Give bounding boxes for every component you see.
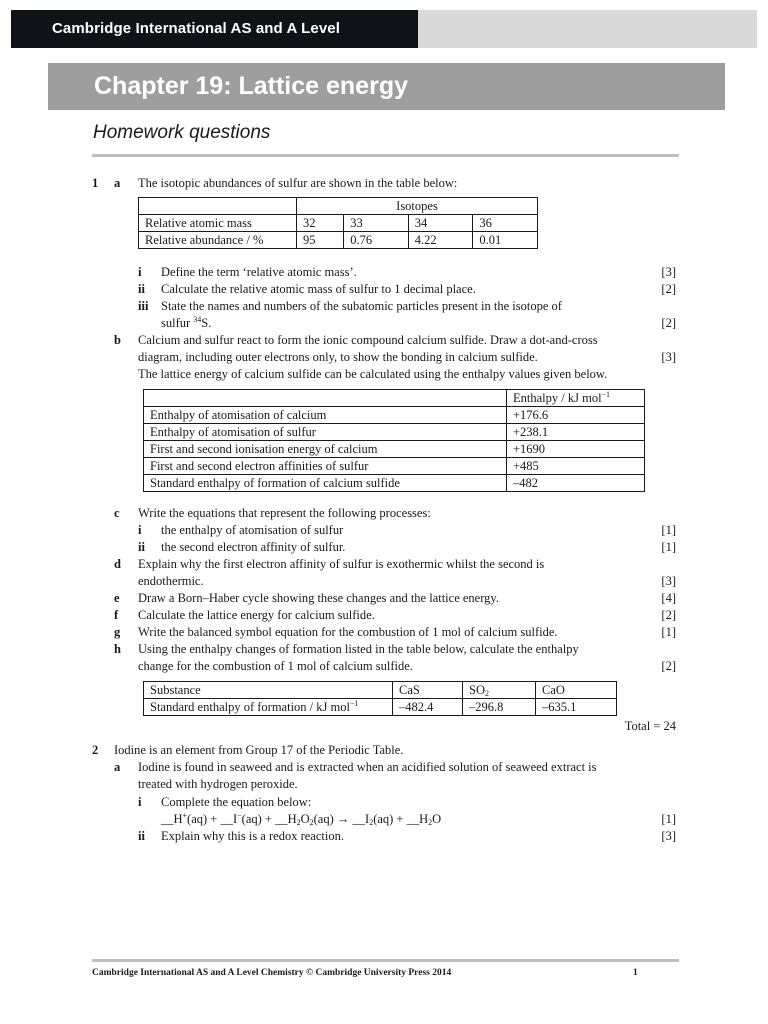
- chapter-title: Chapter 19: Lattice energy: [48, 63, 725, 110]
- q1g-text: Write the balanced symbol equation for the combustion of 1 mol of calcium sulfide.: [138, 625, 558, 639]
- table-cell: 95: [297, 232, 344, 249]
- table-cell: 34: [408, 215, 473, 232]
- q1c-ii-text: the second electron affinity of sulfur.: [161, 540, 346, 554]
- text-fragment: sulfur: [161, 316, 194, 330]
- q1h-text-cont: change for the combustion of 1 mol of calcium sulfide.: [138, 659, 413, 673]
- superscript: 34: [193, 315, 202, 324]
- table-cell: Enthalpy of atomisation of sulfur: [144, 424, 507, 441]
- q1a-text: The isotopic abundances of sulfur are shown in the table below:: [138, 176, 458, 190]
- marks: [3]: [661, 574, 676, 588]
- table-cell: Relative abundance / %: [139, 232, 297, 249]
- superscript: −1: [601, 390, 611, 399]
- table-row: [144, 407, 645, 424]
- table-row: [139, 232, 538, 249]
- q1d-text-cont: endothermic.: [138, 574, 204, 588]
- part-letter-1a: a: [114, 176, 121, 190]
- table-cell: –296.8: [463, 699, 536, 716]
- q1a-i-text: Define the term ‘relative atomic mass’.: [161, 265, 357, 279]
- marks: [1]: [661, 523, 676, 537]
- table-header-cell: [507, 390, 645, 407]
- marks: [2]: [661, 608, 676, 622]
- table-cell: +485: [507, 458, 645, 475]
- table-cell: First and second electron affinities of sulfur: [144, 458, 507, 475]
- table-cell: [144, 390, 507, 407]
- q2a-i-text: Complete the equation below:: [161, 795, 312, 809]
- footer-copyright: Cambridge International AS and A Level Chemistry © Cambridge University Press 2014: [92, 968, 452, 978]
- formation-enthalpy-table: [143, 681, 617, 716]
- subpart-label: iii: [138, 299, 149, 313]
- page-number: 1: [633, 968, 638, 978]
- q1e-text: Draw a Born–Haber cycle showing these changes and the lattice energy.: [138, 591, 499, 605]
- q1b-text-cont: diagram, including outer electrons only, to show the bonding in calcium sulfide.: [138, 350, 538, 364]
- table-cell: [139, 198, 297, 215]
- text-fragment: Enthalpy / kJ mol: [513, 391, 602, 405]
- text-fragment: Standard enthalpy of formation / kJ mol: [150, 700, 350, 714]
- q2a-ii-text: Explain why this is a redox reaction.: [161, 829, 344, 843]
- table-row: [144, 475, 645, 492]
- table-cell: 0.76: [344, 232, 409, 249]
- table-cell: –635.1: [536, 699, 617, 716]
- text-fragment: __H: [161, 812, 183, 826]
- isotope-table: [138, 197, 538, 249]
- table-row: [144, 682, 617, 699]
- table-cell: Relative atomic mass: [139, 215, 297, 232]
- table-cell: 4.22: [408, 232, 473, 249]
- subpart-label: ii: [138, 282, 145, 296]
- part-letter-1c: c: [114, 506, 120, 520]
- footer-divider: [92, 959, 679, 962]
- table-cell: Standard enthalpy of formation of calcium sulfide: [144, 475, 507, 492]
- subscript: 2: [484, 689, 489, 698]
- q1a-iii-text: State the names and numbers of the subatomic particles present in the isotope of: [161, 299, 562, 313]
- marks: [3]: [661, 829, 676, 843]
- subscript: 2: [309, 818, 314, 827]
- table-cell: Enthalpy of atomisation of calcium: [144, 407, 507, 424]
- table-cell: Substance: [144, 682, 393, 699]
- table-row: [144, 458, 645, 475]
- text-fragment: (aq) → __I: [313, 812, 370, 826]
- q1a-iii-text-cont: [161, 315, 211, 332]
- table-cell: +176.6: [507, 407, 645, 424]
- marks: [2]: [661, 282, 676, 296]
- question-number-1: 1: [92, 176, 99, 190]
- table-row: [144, 424, 645, 441]
- subpart-label: i: [138, 795, 142, 809]
- marks: [1]: [661, 812, 676, 826]
- marks: [3]: [661, 350, 676, 364]
- marks: [2]: [661, 659, 676, 673]
- marks: [4]: [661, 591, 676, 605]
- subpart-label: ii: [138, 540, 145, 554]
- table-cell: [144, 699, 393, 716]
- marks: [2]: [661, 316, 676, 330]
- total-marks: Total = 24: [624, 719, 676, 733]
- part-letter-1d: d: [114, 557, 121, 571]
- text-fragment: O: [432, 812, 442, 826]
- marks: [1]: [661, 625, 676, 639]
- q1c-i-text: the enthalpy of atomisation of sulfur: [161, 523, 344, 537]
- section-divider: [92, 154, 679, 157]
- part-letter-2a: a: [114, 760, 121, 774]
- table-cell: 33: [344, 215, 409, 232]
- part-letter-1e: e: [114, 591, 120, 605]
- q2a-text: Iodine is found in seaweed and is extracted when an acidified solution of seaweed extract is: [138, 760, 597, 774]
- q1b-text: Calcium and sulfur react to form the ionic compound calcium sulfide. Draw a dot-and-cross: [138, 333, 598, 347]
- header-banner-rule: [418, 10, 757, 48]
- part-letter-1g: g: [114, 625, 121, 639]
- table-cell: CaO: [536, 682, 617, 699]
- subscript: 2: [428, 818, 433, 827]
- q1d-text: Explain why the first electron affinity of sulfur is exothermic whilst the second is: [138, 557, 545, 571]
- subpart-label: ii: [138, 829, 145, 843]
- text-fragment: (aq) + __H: [373, 812, 429, 826]
- part-letter-1h: h: [114, 642, 121, 656]
- table-cell: –482.4: [393, 699, 463, 716]
- text-fragment: O: [300, 812, 310, 826]
- redox-equation: [161, 811, 441, 828]
- q2-text: Iodine is an element from Group 17 of the Periodic Table.: [114, 743, 404, 757]
- part-letter-1f: f: [114, 608, 119, 622]
- superscript: −: [237, 811, 242, 820]
- marks: [3]: [661, 265, 676, 279]
- question-number-2: 2: [92, 743, 99, 757]
- superscript: −1: [349, 699, 359, 708]
- table-cell: –482: [507, 475, 645, 492]
- table-cell: CaS: [393, 682, 463, 699]
- q1b-text-table-intro: The lattice energy of calcium sulfide can be calculated using the enthalpy values given below.: [138, 367, 608, 381]
- subpart-label: i: [138, 265, 142, 279]
- superscript: +: [182, 811, 188, 820]
- subpart-label: i: [138, 523, 142, 537]
- table-cell: +238.1: [507, 424, 645, 441]
- marks: [1]: [661, 540, 676, 554]
- table-cell: [463, 682, 536, 699]
- table-row: [139, 215, 538, 232]
- subscript: 2: [369, 818, 374, 827]
- text-fragment: (aq) + __I: [187, 812, 238, 826]
- q1h-text: Using the enthalpy changes of formation listed in the table below, calculate the enthalpy: [138, 642, 579, 656]
- header-banner: Cambridge International AS and A Level: [11, 10, 418, 48]
- q1a-ii-text: Calculate the relative atomic mass of sulfur to 1 decimal place.: [161, 282, 476, 296]
- section-title: Homework questions: [93, 122, 271, 143]
- table-row: [144, 390, 645, 407]
- text-fragment: (aq) + __H: [241, 812, 297, 826]
- subscript: 2: [296, 818, 301, 827]
- table-row: [144, 699, 617, 716]
- part-letter-1b: b: [114, 333, 121, 347]
- table-cell: 0.01: [473, 232, 538, 249]
- q1f-text: Calculate the lattice energy for calcium sulfide.: [138, 608, 375, 622]
- table-cell: +1690: [507, 441, 645, 458]
- q1c-text: Write the equations that represent the following processes:: [138, 506, 431, 520]
- table-row: [139, 198, 538, 215]
- table-row: [144, 441, 645, 458]
- table-cell: First and second ionisation energy of calcium: [144, 441, 507, 458]
- table-cell: 32: [297, 215, 344, 232]
- table-header-cell: Isotopes: [297, 198, 538, 215]
- text-fragment: S.: [201, 316, 212, 330]
- q2a-text-cont: treated with hydrogen peroxide.: [138, 777, 298, 791]
- table-cell: 36: [473, 215, 538, 232]
- enthalpy-table: [143, 389, 645, 492]
- text-fragment: SO: [469, 683, 485, 697]
